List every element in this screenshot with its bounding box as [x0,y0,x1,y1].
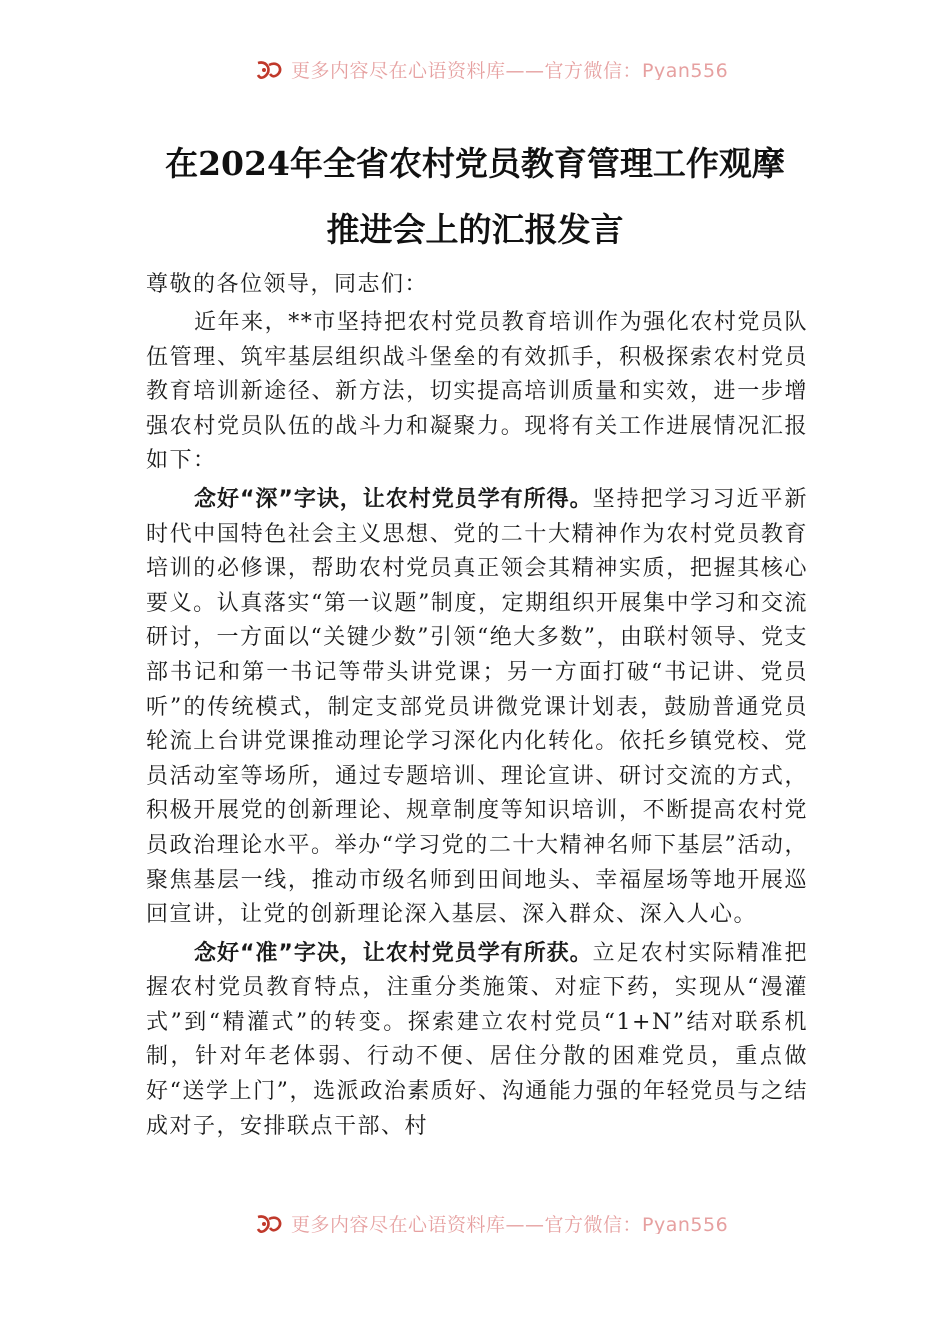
section-heading: 念好“深”字诀，让农村党员学有所得。 [194,486,593,512]
paragraph-section-1 [146,483,808,933]
watermark-text: 更多内容尽在心语资料库——官方微信：Pyan556 [291,60,729,80]
paragraph-text: 近年来，**市坚持把农村党员教育培训作为强化农村党员队伍管理、筑牢基层组织战斗堡垒的有效抓手，积极探索农村党员教育培训新途径、新方法，切实提高培训质量和实效，进一步增强农村党员队伍的战斗力和凝聚力。现将有关工作进展情况汇报如下： [146,310,808,474]
paragraph-section-2 [146,937,808,1145]
paragraph-text: 坚持把学习习近平新时代中国特色社会主义思想、党的二十大精神作为农村党员教育培训的必修课，帮助农村党员真正领会其精神实质，把握其核心要义。认真落实“第一议题”制度，定期组织开展集中学习和交流研讨，一方面以“关键少数”引领“绝大多数”，由联村领导、党支部书记和第一书记等带头讲党课；另一方面打破“书记讲、党员听”的传统模式，制定支部党员讲微党课计划表，鼓励普通党员轮流上台讲党课推动理论学习深化内化转化。依托乡镇党校、党员活动室等场所，通过专题培训、理论宣讲、研讨交流的方式，积极开展党的创新理论、规章制度等知识培训，不断提高农村党员政治理论水平。举办“学习党的二十大精神名师下基层”活动，聚焦基层一线，推动市级名师到田间地头、幸福屋场等地开展巡回宣讲，让党的创新理论深入基层、深入群众、深入人心。 [146,486,808,928]
document-title-line-2: 推进会上的汇报发言 [326,210,624,249]
paragraph-text: 立足农村实际精准把握农村党员教育特点，注重分类施策、对症下药，实现从“漫灌式”到“精灌式”的转变。探索建立农村党员“1+N”结对联系机制，针对年老体弱、行动不便、居住分散的困难党员，重点做好“送学上门”，选派政治素质好、沟通能力强的年轻党员与之结成对子，安排联点干部、村 [146,940,808,1139]
document-body [146,306,808,1144]
footer-watermark [0,1210,950,1234]
watermark-logo-icon [255,59,285,81]
paragraph-intro [146,306,808,479]
section-heading: 念好“准”字决，让农村党员学有所获。 [194,940,593,966]
salutation: 尊敬的各位领导，同志们： [146,272,429,297]
document-title-line-1: 在2024年全省农村党员教育管理工作观摩 [165,144,785,183]
header-watermark [0,56,950,80]
watermark-logo-icon [255,1213,285,1235]
watermark-text: 更多内容尽在心语资料库——官方微信：Pyan556 [291,1214,729,1234]
